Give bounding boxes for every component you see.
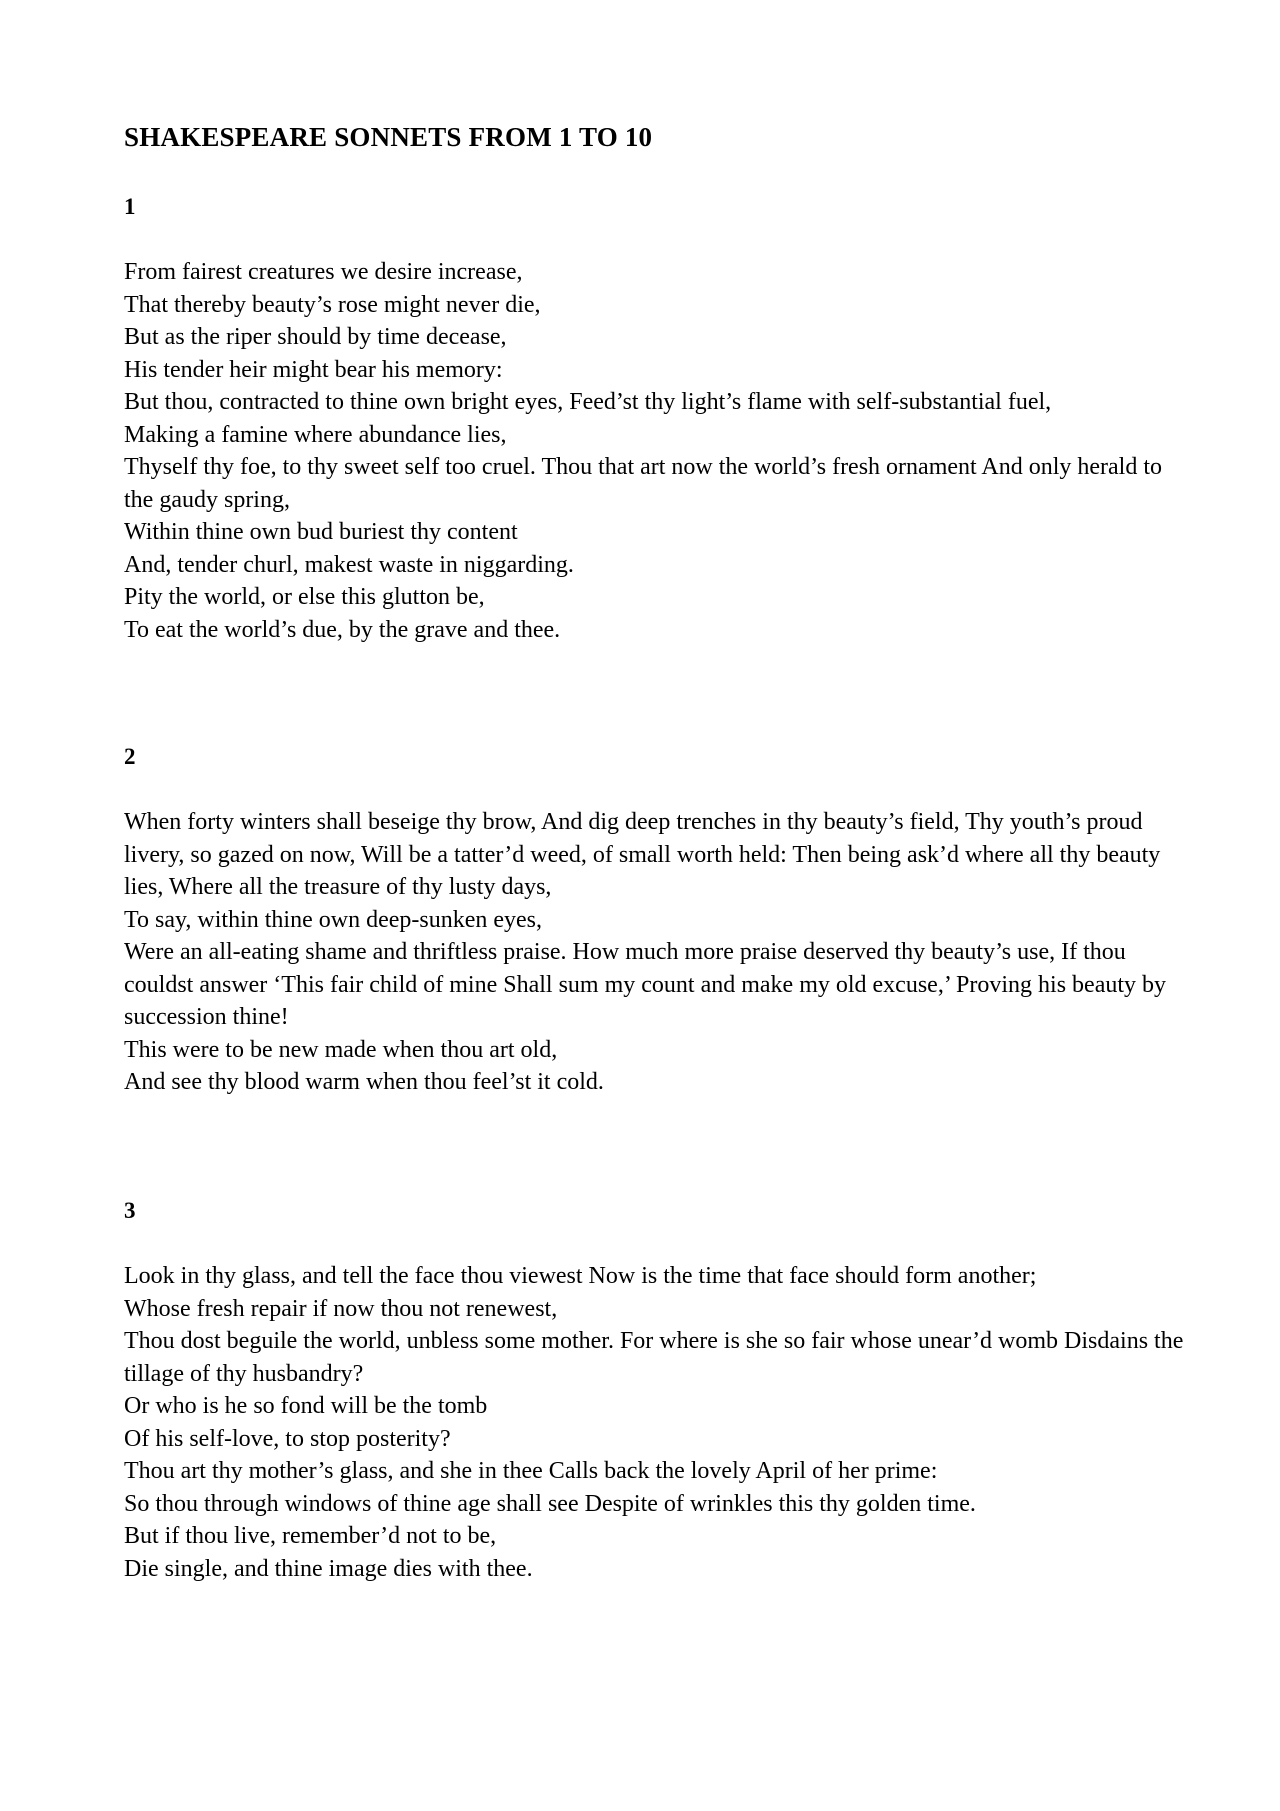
sonnet-line: Pity the world, or else this glutton be, bbox=[124, 584, 485, 610]
sonnet-line: And, tender churl, makest waste in niggarding. bbox=[124, 551, 574, 578]
sonnet-line: And see thy blood warm when thou feel’st it cold. bbox=[124, 1069, 604, 1095]
sonnet-line: When forty winters shall beseige thy brow, And dig deep trenches in thy beauty’s field, Thy youth’s proud livery, so gazed on now, Will be a tatter’d weed, of small worth held: Then being ask’d where all thy beauty lies, Where all the treasure of thy lusty days, bbox=[124, 809, 1161, 900]
sonnet-line: Look in thy glass, and tell the face thou viewest Now is the time that face should form another; bbox=[124, 1263, 1037, 1289]
sonnet-body bbox=[124, 1260, 1184, 1585]
sonnet-line: His tender heir might bear his memory: bbox=[124, 356, 503, 383]
sonnet-line: Thou dost beguile the world, unbless some mother. For where is she so fair whose unear’d womb Disdains the tillage of thy husbandry? bbox=[124, 1328, 1184, 1387]
sonnet-line: To eat the world’s due, by the grave and thee. bbox=[124, 616, 561, 643]
sonnet-line: So thou through windows of thine age shall see Despite of wrinkles this thy golden time. bbox=[124, 1490, 976, 1517]
sonnet-line: To say, within thine own deep-sunken eyes, bbox=[124, 906, 543, 933]
sonnet-line: From fairest creatures we desire increase, bbox=[124, 259, 523, 285]
sonnet-line: But thou, contracted to thine own bright eyes, Feed’st thy light’s flame with self-substantial fuel, bbox=[124, 389, 1052, 415]
sonnet-line: Thou art thy mother’s glass, and she in thee Calls back the lovely April of her prime: bbox=[124, 1458, 938, 1484]
sonnet-line: Whose fresh repair if now thou not renewest, bbox=[124, 1295, 558, 1322]
sonnet-line: But if thou live, remember’d not to be, bbox=[124, 1523, 497, 1549]
sonnet-line: Or who is he so fond will be the tomb bbox=[124, 1393, 488, 1419]
sonnet-number: 2 bbox=[124, 744, 136, 769]
sonnet-body bbox=[124, 806, 1184, 1099]
sonnet-number: 3 bbox=[124, 1198, 136, 1223]
sonnet-number: 1 bbox=[124, 194, 136, 219]
sonnet-line: Die single, and thine image dies with thee. bbox=[124, 1555, 533, 1582]
sonnet-line: But as the riper should by time decease, bbox=[124, 324, 507, 350]
sonnet-line: Were an all-eating shame and thriftless praise. How much more praise deserved thy beauty’s use, If thou couldst answer ‘This fair child of mine Shall sum my count and make my old excuse,’ Proving his beauty by succession thine! bbox=[124, 939, 1167, 1030]
sonnet-line: This were to be new made when thou art old, bbox=[124, 1036, 558, 1063]
sonnet-line: Of his self-love, to stop posterity? bbox=[124, 1425, 451, 1452]
sonnet-line: Within thine own bud buriest thy content bbox=[124, 519, 518, 545]
sonnet-line: That thereby beauty’s rose might never die, bbox=[124, 291, 541, 318]
sonnet-line: Thyself thy foe, to thy sweet self too cruel. Thou that art now the world’s fresh ornament And only herald to the gaudy spring, bbox=[124, 454, 1162, 513]
sonnet-line: Making a famine where abundance lies, bbox=[124, 421, 507, 448]
sonnet-body bbox=[124, 256, 1184, 646]
document-title: SHAKESPEARE SONNETS FROM 1 TO 10 bbox=[124, 122, 653, 152]
